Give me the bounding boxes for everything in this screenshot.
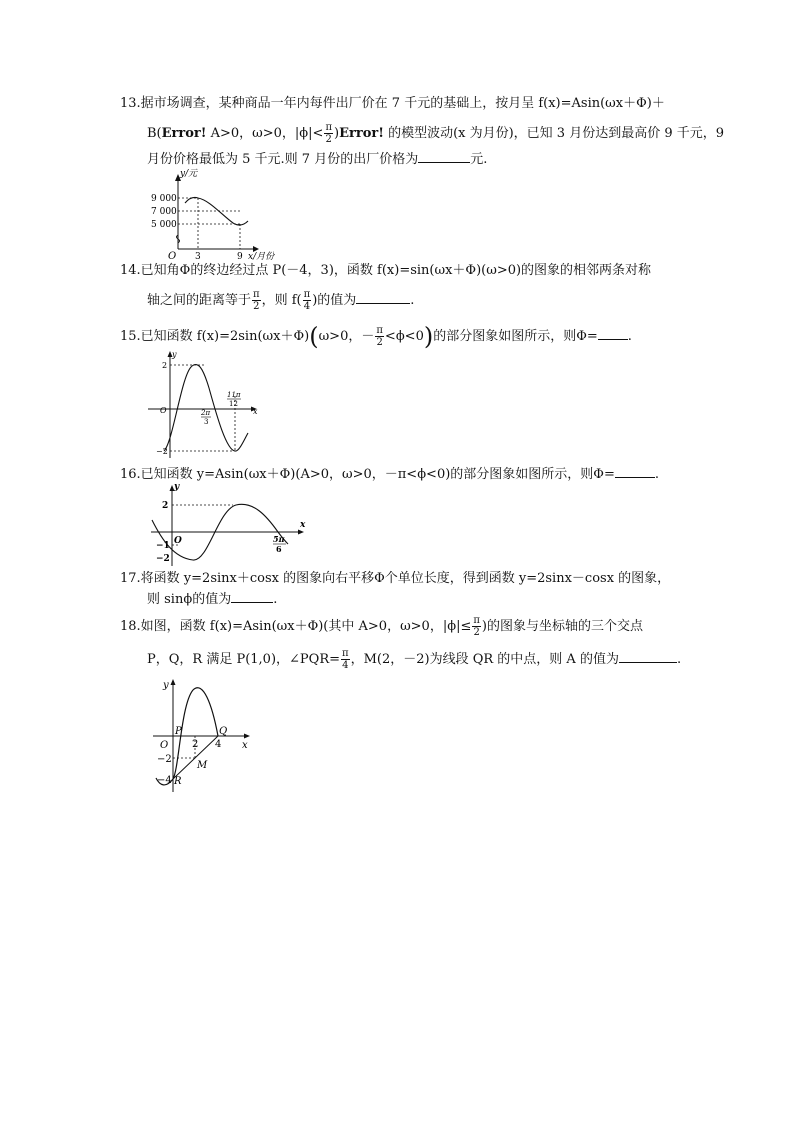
q13-figure xyxy=(143,168,293,260)
origin-label: O xyxy=(160,406,167,415)
origin-label: O xyxy=(160,740,169,751)
tick-11pi12-num: 11π xyxy=(227,391,241,399)
q15-line1 xyxy=(120,322,632,351)
q17-text: 则 sinϕ的值为 xyxy=(147,592,232,607)
fraction xyxy=(303,289,312,312)
x-axis-arrow xyxy=(298,530,304,535)
xtick-2: 2 xyxy=(192,739,199,750)
numerator: π xyxy=(303,289,311,300)
ytick-9000: 9 000 xyxy=(151,194,177,204)
q18-text: )的图象与坐标轴的三个交点 xyxy=(481,619,643,634)
q15-text: . xyxy=(627,329,632,344)
q16-text: . xyxy=(654,467,659,482)
q16-text: 16.已知函数 y=Asin(ωx＋Φ)(A>0，ω>0，－π<ϕ<0)的部分图象如图所示，则Φ= xyxy=(120,467,615,482)
y-axis-arrow xyxy=(171,679,176,685)
q13-text: 的模型波动(x 为月份)，已知 3 月份达到最高价 9 千元，9 xyxy=(383,126,725,141)
ytick-2: 2 xyxy=(162,361,168,370)
paren-left: ( xyxy=(309,322,319,351)
xtick-9: 9 xyxy=(237,252,243,262)
tick-5pi6-num: 5π xyxy=(273,534,285,544)
answer-blank[interactable] xyxy=(619,650,677,663)
y-axis-label: y xyxy=(174,482,180,492)
q17-line1: 17.将函数 y=2sinx＋cosx 的图象向右平移Φ个单位长度，得到函数 y=2sinx－cosx 的图象， xyxy=(120,571,671,586)
q14-line2 xyxy=(147,289,414,312)
tick-2pi3-den: 3 xyxy=(204,418,209,426)
q18-figure xyxy=(148,674,258,794)
q18-line1 xyxy=(120,615,643,638)
ytick-2: 2 xyxy=(162,501,169,511)
q18-line2 xyxy=(147,648,681,671)
y-axis-label: y/元 xyxy=(180,169,198,179)
error-text: Error! xyxy=(161,126,207,141)
denominator: 2 xyxy=(253,301,260,312)
q15-figure xyxy=(143,348,261,460)
fraction xyxy=(341,648,350,671)
denominator: 4 xyxy=(342,660,349,671)
answer-blank[interactable] xyxy=(598,327,628,340)
numerator: π xyxy=(376,325,383,336)
denominator: 2 xyxy=(376,337,383,348)
numerator: π xyxy=(342,648,349,659)
q13-text: 月份价格最低为 5 千元.则 7 月份的出厂价格为 xyxy=(147,152,419,167)
q14-text: 轴之间的距离等于 xyxy=(147,293,252,308)
q18-text: 18.如图，函数 f(x)=Asin(ωx＋Φ)(其中 A>0，ω>0，|ϕ|≤ xyxy=(120,619,472,634)
x-axis-label: x xyxy=(300,520,306,530)
denominator: 2 xyxy=(473,627,480,638)
error-text: Error! xyxy=(339,126,384,141)
point-P-label: P xyxy=(175,726,182,737)
q13-line1: 13.据市场调查，某种商品一年内每件出厂价在 7 千元的基础上，按月呈 f(x)=Asin(ωx＋Φ)＋ xyxy=(120,96,665,111)
y-axis-label: y xyxy=(163,680,169,691)
tick-5pi6-den: 6 xyxy=(276,544,282,554)
answer-blank[interactable] xyxy=(231,590,273,603)
fraction xyxy=(375,325,384,348)
ytick-neg1: −1 xyxy=(156,541,170,551)
x-axis-label: x xyxy=(242,740,248,751)
ytick-neg2: −2 xyxy=(156,447,168,456)
numerator: π xyxy=(253,289,260,300)
ytick-7000: 7 000 xyxy=(151,207,177,217)
q15-text: 15.已知函数 f(x)=2sin(ωx＋Φ) xyxy=(120,329,310,344)
xtick-3: 3 xyxy=(195,252,201,262)
q15-text: ω>0，－ xyxy=(318,329,375,344)
q13-text: A>0，ω>0，|ϕ|< xyxy=(206,126,324,141)
q15-text: <ϕ<0 xyxy=(384,329,424,344)
ytick-neg2: −2 xyxy=(157,754,172,765)
q18-text: ，M(2，－2)为线段 QR 的中点，则 A 的值为 xyxy=(350,652,619,667)
answer-blank[interactable] xyxy=(356,291,410,304)
origin-label: O xyxy=(168,251,177,262)
fraction xyxy=(324,122,333,145)
tick-11pi12-den: 12 xyxy=(229,400,238,408)
numerator: π xyxy=(325,122,333,133)
q16-figure xyxy=(148,480,308,568)
x-axis-arrow xyxy=(244,734,250,739)
xtick-4: 4 xyxy=(215,739,222,750)
tick-2pi3-num: 2π xyxy=(201,409,211,417)
q13-line3 xyxy=(147,150,487,169)
ytick-5000: 5 000 xyxy=(151,220,177,230)
q14-text: )的值为 xyxy=(312,293,357,308)
q14-text: ，则 f( xyxy=(261,293,302,308)
point-M-label: M xyxy=(197,760,208,771)
q14-line1: 14.已知角Φ的终边经过点 P(－4，3)，函数 f(x)=sin(ωx＋Φ)(ω>0)的图象的相邻两条对称 xyxy=(120,263,652,278)
q15-text: 的部分图象如图所示，则Φ= xyxy=(433,329,598,344)
ytick-neg2: −2 xyxy=(156,554,170,564)
fraction xyxy=(252,289,261,312)
x-axis-label: x/月份 xyxy=(248,252,275,262)
numerator: π xyxy=(473,615,480,626)
y-axis-label: y xyxy=(172,350,177,359)
paren-right: ) xyxy=(423,322,434,351)
point-R-label: R xyxy=(174,776,182,787)
q13-line2 xyxy=(147,122,724,145)
q14-text: . xyxy=(410,293,415,308)
denominator: 2 xyxy=(325,134,332,145)
q13-text: ) xyxy=(334,126,340,141)
point-Q-label: Q xyxy=(219,726,228,737)
q13-text: B( xyxy=(147,126,162,141)
q18-text: . xyxy=(676,652,682,667)
fraction xyxy=(472,615,481,638)
q17-text: . xyxy=(273,592,278,607)
ytick-neg4: −4 xyxy=(157,775,172,786)
denominator: 4 xyxy=(303,301,311,312)
x-axis-label: x xyxy=(253,407,258,416)
answer-blank[interactable] xyxy=(418,150,470,163)
q18-text: P，Q，R 满足 P(1,0)，∠PQR= xyxy=(147,652,341,667)
origin-label: O xyxy=(174,536,182,546)
q17-line2 xyxy=(147,590,277,609)
answer-blank[interactable] xyxy=(615,465,655,478)
q13-text: 元. xyxy=(470,152,488,167)
